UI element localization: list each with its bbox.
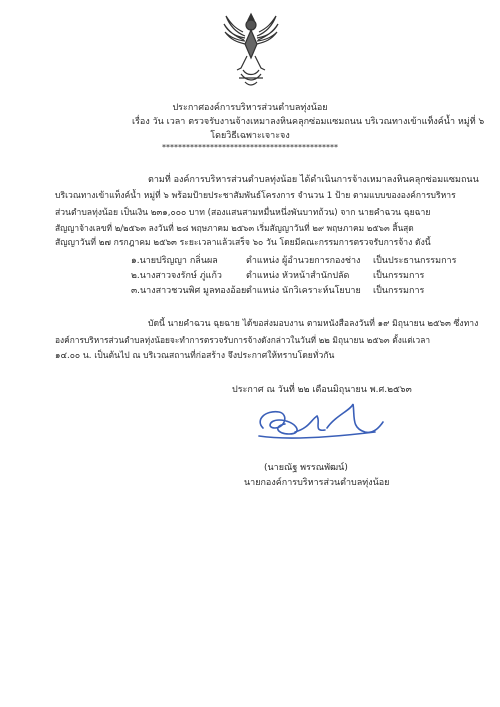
subject-line: เรื่อง วัน เวลา ตรวจรับงานจ้างเหมาลงหินคลุกซ่อมแซมถนน บริเวณทางเข้าแท็งค์น้ำ หมู่ที่ ๖ [132, 117, 485, 127]
announcement-title: ประกาศองค์การบริหารส่วนตำบลทุ่งน้อย [172, 103, 328, 113]
signature-image [255, 398, 385, 442]
paragraph-2-line-2: องค์การบริหารส่วนตำบลทุ่งน้อยจะทำการตรวจรับการจ้างดังกล่าวในวันที่ ๒๒ มิถุนายน ๒๕๖๓ ตั้งแต่เวลา [55, 335, 431, 345]
committee-member-position: ตำแหน่ง หัวหน้าสำนักปลัด [246, 271, 350, 281]
committee-member-role: เป็นประธานกรรมการ [373, 256, 457, 266]
garuda-emblem-icon [223, 10, 279, 88]
announcement-date: ประกาศ ณ วันที่ ๒๒ เดือนมิถุนายน พ.ศ.๒๕๖๓ [232, 385, 412, 395]
committee-member-role: เป็นกรรมการ [373, 286, 425, 296]
committee-member-role: เป็นกรรมการ [373, 271, 425, 281]
paragraph-2-line-3: ๑๔.๐๐ น. เป็นต้นไป ณ บริเวณสถานที่ก่อสร้าง จึงประกาศให้ทราบโดยทั่วกัน [55, 351, 335, 361]
paragraph-1-line-5: สัญญาวันที่ ๒๗ กรกฎาคม ๒๕๖๓ ระยะเวลาแล้วเสร็จ ๖๐ วัน โดยมีคณะกรรมการตรวจรับการจ้าง ดังนี้ [55, 238, 431, 248]
committee-member-position: ตำแหน่ง นักวิเคราะห์นโยบาย [246, 286, 361, 296]
paragraph-1-line-4: สัญญาจ้างเลขที่ ๒/๒๕๖๓ ลงวันที่ ๒๘ พฤษภาคม ๒๕๖๓ เริ่มสัญญาวันที่ ๒๙ พฤษภาคม ๒๕๖๓ สิ้นสุด [55, 223, 414, 233]
paragraph-2-line-1: บัดนี้ นายคำฉวน ฉุยฉาย ได้ขอส่งมอบงาน ตามหนังสือลงวันที่ ๑๙ มิถุนายน ๒๕๖๓ ซึ่งทาง [148, 319, 479, 329]
committee-member-position: ตำแหน่ง ผู้อำนวยการกองช่าง [246, 256, 361, 266]
procurement-method: โดยวิธีเฉพาะเจาะจง [210, 131, 290, 141]
signer-title: นายกองค์การบริหารส่วนตำบลทุ่งน้อย [244, 478, 390, 488]
committee-member-name: ๒.นางสาวจงรักษ์ ภู่แก้ว [131, 271, 222, 281]
committee-member-name: ๓.นางสาวชวนพิศ มูลทองอ้อย [131, 286, 247, 296]
divider-stars: ******************************************** [162, 143, 338, 152]
paragraph-1-line-3: ส่วนตำบลทุ่งน้อย เป็นเงิน ๒๓๑,๐๐๐ บาท (สองแสนสามหมื่นหนึ่งพันบาทถ้วน) จาก นายคำฉวน ฉุยฉาย [55, 208, 431, 218]
paragraph-1-line-2: บริเวณทางเข้าแท็งค์น้ำ หมู่ที่ ๖ พร้อมป้ายประชาสัมพันธ์โครงการ จำนวน 1 ป้าย ตามแบบขององค์การบริหาร [55, 191, 456, 201]
paragraph-1-line-1: ตามที่ องค์การบริหารส่วนตำบลทุ่งน้อย ได้ดำเนินการจ้างเหมาลงหินคลุกซ่อมแซมถนน [148, 175, 479, 185]
signer-name: (นายณัฐ พรรณพัฒน์) [264, 463, 348, 473]
committee-member-name: ๑.นายปริญญา กลิ่นผล [131, 256, 218, 266]
